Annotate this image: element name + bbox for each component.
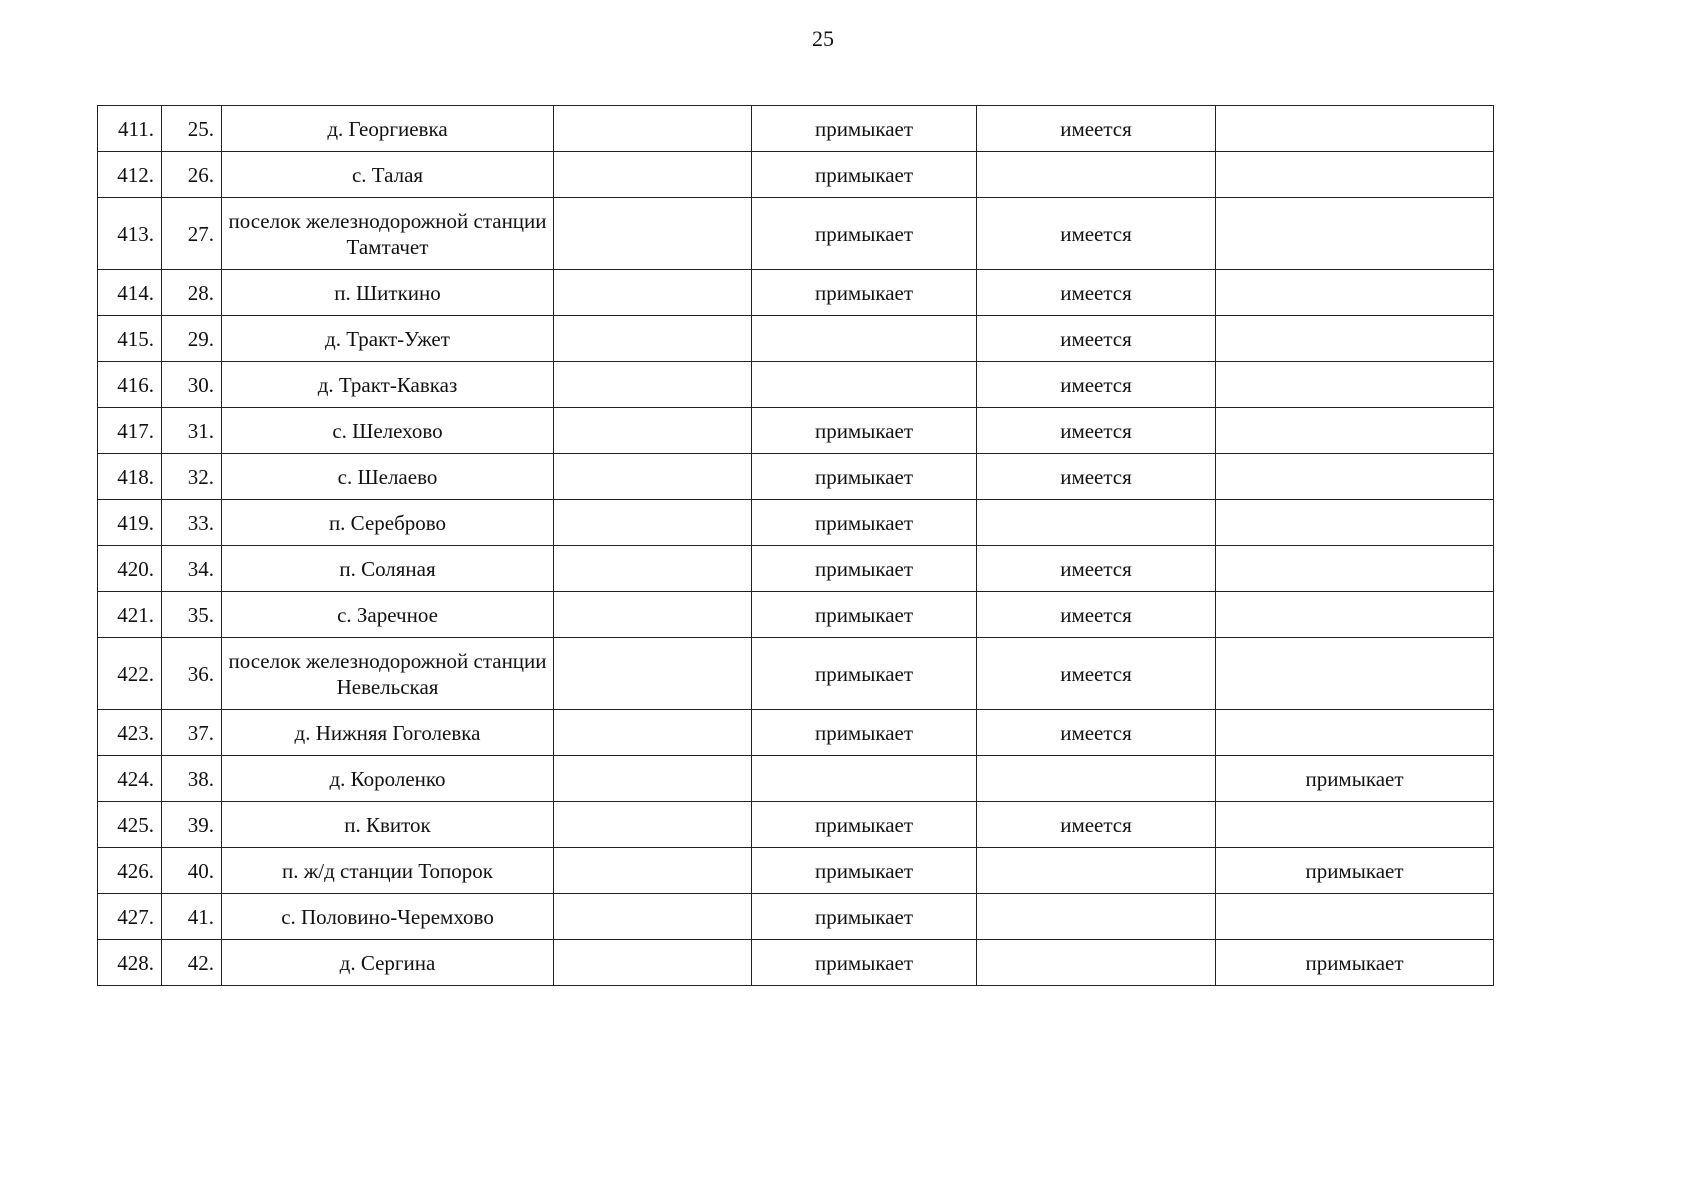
row-number: 424. xyxy=(98,756,162,802)
column-7-value: примыкает xyxy=(1216,756,1494,802)
column-5-value: примыкает xyxy=(752,848,977,894)
column-6-value: имеется xyxy=(977,106,1216,152)
table-row xyxy=(98,454,1494,500)
table-row xyxy=(98,638,1494,710)
column-7-value xyxy=(1216,270,1494,316)
column-7-value xyxy=(1216,500,1494,546)
column-5-value: примыкает xyxy=(752,638,977,710)
row-number: 427. xyxy=(98,894,162,940)
sub-number: 25. xyxy=(162,106,222,152)
settlement-name: д. Сергина xyxy=(222,940,554,986)
column-7-value xyxy=(1216,894,1494,940)
table-row xyxy=(98,152,1494,198)
settlement-name: п. Соляная xyxy=(222,546,554,592)
row-number: 412. xyxy=(98,152,162,198)
column-4-value xyxy=(554,362,752,408)
sub-number: 30. xyxy=(162,362,222,408)
sub-number: 42. xyxy=(162,940,222,986)
table-row xyxy=(98,802,1494,848)
settlement-name: п. Квиток xyxy=(222,802,554,848)
column-5-value: примыкает xyxy=(752,270,977,316)
sub-number: 35. xyxy=(162,592,222,638)
row-number: 423. xyxy=(98,710,162,756)
table-row xyxy=(98,546,1494,592)
column-4-value xyxy=(554,198,752,270)
settlement-name: поселок железнодорожной станции Невельская xyxy=(222,638,554,710)
row-number: 411. xyxy=(98,106,162,152)
column-5-value: примыкает xyxy=(752,546,977,592)
settlement-name: д. Тракт-Кавказ xyxy=(222,362,554,408)
column-4-value xyxy=(554,756,752,802)
settlement-name: д. Нижняя Гоголевка xyxy=(222,710,554,756)
column-5-value: примыкает xyxy=(752,106,977,152)
column-6-value: имеется xyxy=(977,270,1216,316)
sub-number: 32. xyxy=(162,454,222,500)
column-7-value xyxy=(1216,802,1494,848)
column-4-value xyxy=(554,802,752,848)
column-5-value: примыкает xyxy=(752,198,977,270)
table-row xyxy=(98,940,1494,986)
row-number: 419. xyxy=(98,500,162,546)
column-6-value: имеется xyxy=(977,592,1216,638)
settlement-name: д. Георгиевка xyxy=(222,106,554,152)
column-4-value xyxy=(554,592,752,638)
column-6-value: имеется xyxy=(977,454,1216,500)
column-7-value xyxy=(1216,408,1494,454)
page-number: 25 xyxy=(812,26,834,51)
sub-number: 38. xyxy=(162,756,222,802)
column-5-value: примыкает xyxy=(752,894,977,940)
settlement-name: д. Короленко xyxy=(222,756,554,802)
sub-number: 37. xyxy=(162,710,222,756)
column-7-value xyxy=(1216,152,1494,198)
column-6-value: имеется xyxy=(977,362,1216,408)
column-6-value xyxy=(977,756,1216,802)
column-4-value xyxy=(554,710,752,756)
column-4-value xyxy=(554,940,752,986)
column-6-value: имеется xyxy=(977,802,1216,848)
settlement-name: с. Шелехово xyxy=(222,408,554,454)
sub-number: 26. xyxy=(162,152,222,198)
column-7-value xyxy=(1216,106,1494,152)
column-7-value xyxy=(1216,546,1494,592)
table-row xyxy=(98,270,1494,316)
column-7-value: примыкает xyxy=(1216,848,1494,894)
column-6-value: имеется xyxy=(977,198,1216,270)
row-number: 418. xyxy=(98,454,162,500)
column-5-value: примыкает xyxy=(752,592,977,638)
column-4-value xyxy=(554,638,752,710)
settlement-name: п. Сереброво xyxy=(222,500,554,546)
column-4-value xyxy=(554,848,752,894)
column-6-value xyxy=(977,848,1216,894)
row-number: 422. xyxy=(98,638,162,710)
column-5-value xyxy=(752,362,977,408)
column-6-value: имеется xyxy=(977,316,1216,362)
settlements-table xyxy=(97,105,1494,986)
row-number: 426. xyxy=(98,848,162,894)
sub-number: 36. xyxy=(162,638,222,710)
table-row xyxy=(98,894,1494,940)
column-5-value: примыкает xyxy=(752,940,977,986)
column-4-value xyxy=(554,454,752,500)
sub-number: 40. xyxy=(162,848,222,894)
column-6-value xyxy=(977,940,1216,986)
column-7-value xyxy=(1216,198,1494,270)
table-row xyxy=(98,592,1494,638)
column-4-value xyxy=(554,500,752,546)
row-number: 421. xyxy=(98,592,162,638)
column-4-value xyxy=(554,152,752,198)
column-6-value xyxy=(977,500,1216,546)
settlement-name: д. Тракт-Ужет xyxy=(222,316,554,362)
row-number: 414. xyxy=(98,270,162,316)
column-5-value xyxy=(752,316,977,362)
column-7-value xyxy=(1216,316,1494,362)
column-5-value: примыкает xyxy=(752,408,977,454)
column-7-value: примыкает xyxy=(1216,940,1494,986)
sub-number: 41. xyxy=(162,894,222,940)
table-row xyxy=(98,106,1494,152)
table-row xyxy=(98,362,1494,408)
settlement-name: с. Заречное xyxy=(222,592,554,638)
column-4-value xyxy=(554,270,752,316)
column-6-value: имеется xyxy=(977,546,1216,592)
sub-number: 27. xyxy=(162,198,222,270)
column-7-value xyxy=(1216,710,1494,756)
settlement-name: с. Талая xyxy=(222,152,554,198)
column-4-value xyxy=(554,316,752,362)
table-row xyxy=(98,408,1494,454)
column-4-value xyxy=(554,546,752,592)
table-row xyxy=(98,710,1494,756)
table-row xyxy=(98,198,1494,270)
sub-number: 33. xyxy=(162,500,222,546)
table-row xyxy=(98,848,1494,894)
row-number: 420. xyxy=(98,546,162,592)
column-7-value xyxy=(1216,454,1494,500)
table-row xyxy=(98,500,1494,546)
sub-number: 29. xyxy=(162,316,222,362)
row-number: 428. xyxy=(98,940,162,986)
row-number: 425. xyxy=(98,802,162,848)
column-6-value: имеется xyxy=(977,408,1216,454)
settlement-name: с. Половино-Черемхово xyxy=(222,894,554,940)
column-7-value xyxy=(1216,362,1494,408)
settlement-name: п. Шиткино xyxy=(222,270,554,316)
column-7-value xyxy=(1216,638,1494,710)
column-6-value: имеется xyxy=(977,638,1216,710)
sub-number: 31. xyxy=(162,408,222,454)
column-6-value: имеется xyxy=(977,710,1216,756)
table-row xyxy=(98,756,1494,802)
column-5-value: примыкает xyxy=(752,152,977,198)
column-6-value xyxy=(977,894,1216,940)
sub-number: 28. xyxy=(162,270,222,316)
row-number: 415. xyxy=(98,316,162,362)
column-5-value: примыкает xyxy=(752,710,977,756)
settlement-name: с. Шелаево xyxy=(222,454,554,500)
column-4-value xyxy=(554,408,752,454)
table-row xyxy=(98,316,1494,362)
column-5-value: примыкает xyxy=(752,500,977,546)
column-7-value xyxy=(1216,592,1494,638)
column-5-value: примыкает xyxy=(752,454,977,500)
settlement-name: п. ж/д станции Топорок xyxy=(222,848,554,894)
sub-number: 34. xyxy=(162,546,222,592)
row-number: 417. xyxy=(98,408,162,454)
sub-number: 39. xyxy=(162,802,222,848)
column-5-value xyxy=(752,756,977,802)
row-number: 416. xyxy=(98,362,162,408)
row-number: 413. xyxy=(98,198,162,270)
column-4-value xyxy=(554,894,752,940)
column-5-value: примыкает xyxy=(752,802,977,848)
settlement-name: поселок железнодорожной станции Тамтачет xyxy=(222,198,554,270)
column-4-value xyxy=(554,106,752,152)
column-6-value xyxy=(977,152,1216,198)
